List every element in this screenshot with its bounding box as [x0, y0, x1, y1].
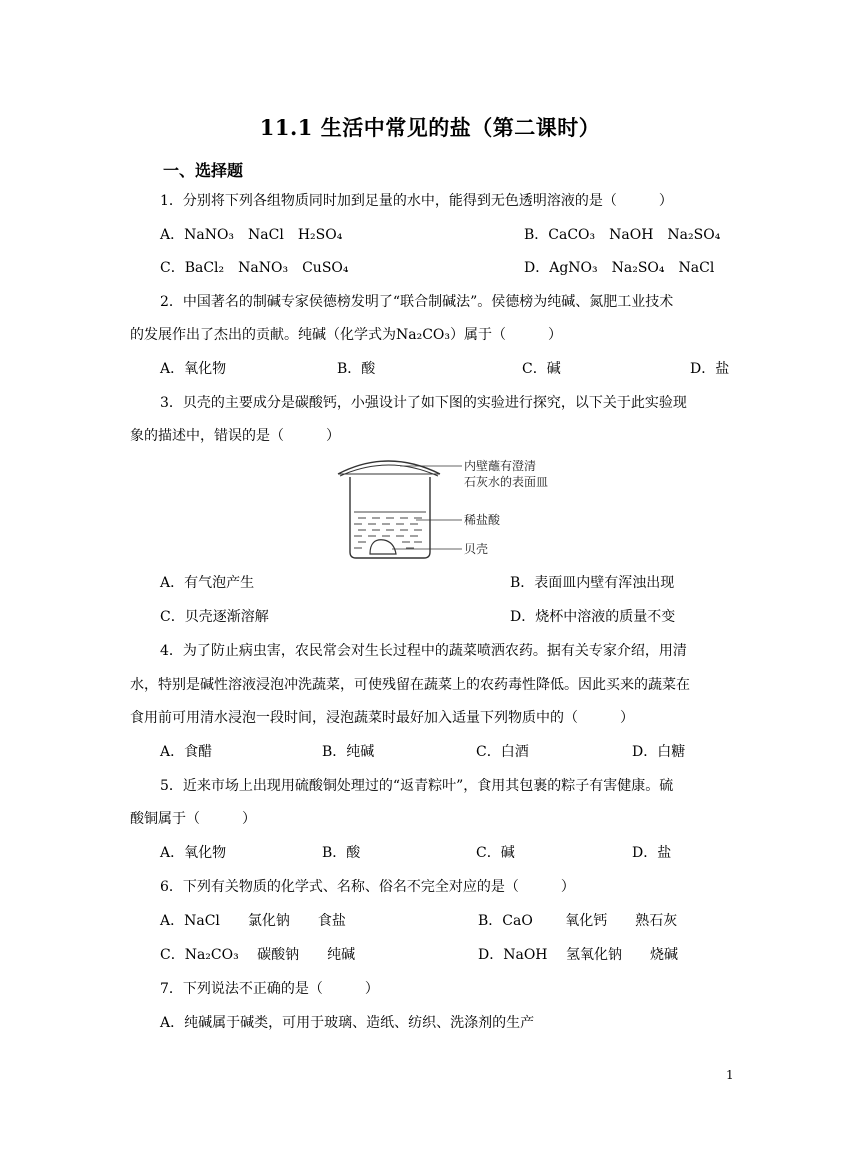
q5-option-a: A．氧化物: [160, 845, 227, 861]
figure-label-acid: 稀盐酸: [464, 513, 501, 527]
q2-stem-line1: 2．中国著名的制碱专家侯德榜发明了“联合制碱法”。侯德榜为纯碱、氮肥工业技术: [160, 294, 674, 310]
q2-option-a: A．氧化物: [160, 361, 227, 377]
q1-stem: 1．分别将下列各组物质同时加到足量的水中，能得到无色透明溶液的是（ ）: [160, 193, 673, 209]
q1-option-d: D．AgNO₃ Na₂SO₄ NaCl: [524, 260, 715, 276]
q2-option-c: C．碱: [522, 361, 561, 377]
q2-option-b: B．酸: [337, 361, 376, 377]
q6-stem: 6．下列有关物质的化学式、名称、俗名不完全对应的是（ ）: [160, 879, 575, 895]
q3-option-d: D．烧杯中溶液的质量不变: [510, 609, 676, 625]
figure-label-shell: 贝壳: [464, 542, 489, 556]
q4-stem-line3: 食用前可用清水浸泡一段时间，浸泡蔬菜时最好加入适量下列物质中的（ ）: [130, 710, 634, 726]
q7-stem: 7．下列说法不正确的是（ ）: [160, 981, 379, 997]
q6-option-c: C．Na₂CO₃ 碳酸钠 纯碱: [160, 947, 356, 963]
q1-option-a: A．NaNO₃ NaCl H₂SO₄: [160, 227, 343, 243]
q6-option-a: A．NaCl 氯化钠 食盐: [160, 913, 346, 929]
q3-option-b: B．表面皿内壁有浑浊出现: [510, 575, 675, 591]
q5-option-c: C．碱: [476, 845, 515, 861]
q4-option-d: D．白糖: [632, 744, 686, 760]
q5-stem-line2: 酸铜属于（ ）: [130, 811, 256, 827]
page-number: 1: [726, 1068, 734, 1082]
section-heading: 一、选择题: [163, 161, 244, 180]
shell: [370, 540, 396, 554]
q4-option-c: C．白酒: [476, 744, 529, 760]
q5-stem-line1: 5．近来市场上出现用硫酸铜处理过的“返青粽叶”，食用其包裹的粽子有害健康。硫: [160, 778, 674, 794]
q4-option-b: B．纯碱: [322, 744, 375, 760]
q1-option-b: B．CaCO₃ NaOH Na₂SO₄: [524, 227, 721, 243]
q2-stem-line2: 的发展作出了杰出的贡献。纯碱（化学式为Na₂CO₃）属于（ ）: [130, 327, 563, 343]
watch-glass: [338, 461, 440, 474]
q7-option-a: A．纯碱属于碱类，可用于玻璃、造纸、纺织、洗涤剂的生产: [160, 1015, 535, 1031]
figure-label-watch-glass-line1: 内壁蘸有澄清: [464, 459, 537, 473]
q4-stem-line2: 水，特别是碱性溶液浸泡冲洗蔬菜，可使残留在蔬菜上的农药毒性降低。因此买来的蔬菜在: [130, 677, 690, 693]
q3-stem-line1: 3．贝壳的主要成分是碳酸钙，小强设计了如下图的实验进行探究，以下关于此实验现: [160, 395, 687, 411]
q4-option-a: A．食醋: [160, 744, 213, 760]
q6-option-d: D．NaOH 氢氧化钠 烧碱: [478, 947, 678, 963]
q3-stem-line2: 象的描述中，错误的是（ ）: [130, 428, 340, 444]
q5-option-b: B．酸: [322, 845, 361, 861]
q3-option-c: C．贝壳逐渐溶解: [160, 609, 269, 625]
q3-option-a: A．有气泡产生: [160, 575, 255, 591]
q5-option-d: D．盐: [632, 845, 672, 861]
q2-option-d: D．盐: [690, 361, 730, 377]
figure-label-watch-glass-line2: 石灰水的表面皿: [464, 475, 549, 489]
q1-option-c: C．BaCl₂ NaNO₃ CuSO₄: [160, 260, 349, 276]
page-title: 11.1 生活中常见的盐（第二课时）: [259, 115, 601, 140]
q4-stem-line1: 4．为了防止病虫害，农民常会对生长过程中的蔬菜喷洒农药。据有关专家介绍，用清: [160, 643, 687, 659]
experiment-figure: [330, 452, 570, 564]
q6-option-b: B．CaO 氧化钙 熟石灰: [478, 913, 678, 929]
